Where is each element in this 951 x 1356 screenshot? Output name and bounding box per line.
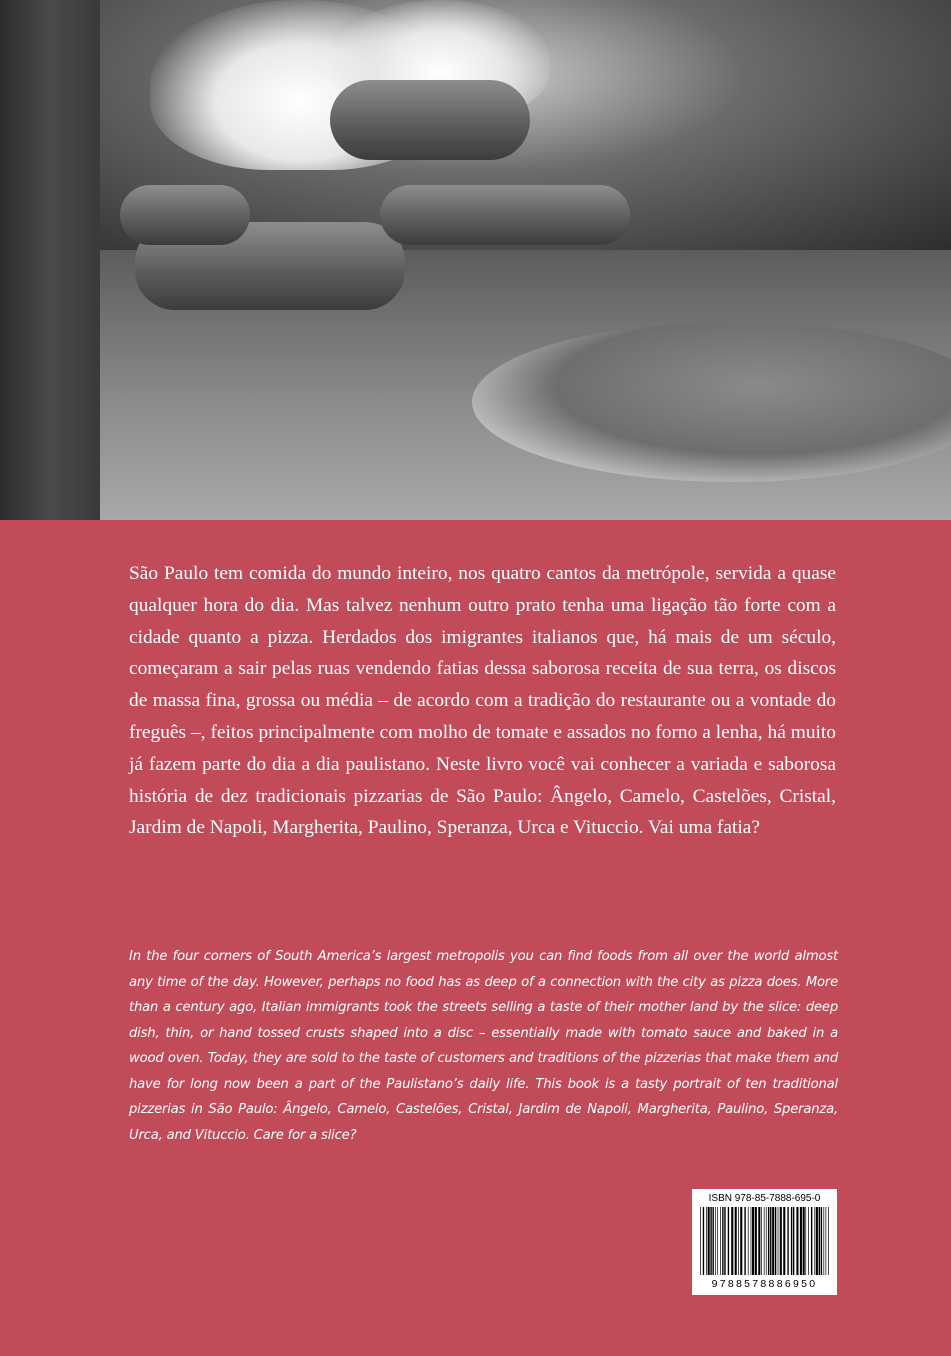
firewood-log <box>330 80 530 160</box>
barcode-bar <box>823 1207 824 1275</box>
barcode-bar <box>775 1207 776 1275</box>
barcode-bar <box>764 1207 765 1275</box>
barcode-bar <box>724 1207 725 1275</box>
barcode-bar <box>703 1207 704 1275</box>
isbn-barcode <box>692 1189 837 1295</box>
barcode-bar <box>758 1207 760 1275</box>
barcode-bar <box>708 1207 710 1275</box>
barcode-bar <box>722 1207 723 1275</box>
barcode-bar <box>755 1207 757 1275</box>
barcode-bar <box>720 1207 721 1275</box>
barcode-bar <box>770 1207 771 1275</box>
cover-photo <box>0 0 951 520</box>
barcode-bar <box>740 1207 742 1275</box>
barcode-bar <box>826 1207 827 1275</box>
oven-pillar <box>0 0 100 520</box>
barcode-bar <box>805 1207 806 1275</box>
barcode-bar <box>715 1207 716 1275</box>
firewood-log <box>120 185 250 245</box>
barcode-bars <box>700 1207 829 1275</box>
barcode-bar <box>783 1207 785 1275</box>
barcode-bar <box>751 1207 752 1275</box>
barcode-bar <box>731 1207 733 1275</box>
barcode-bar <box>791 1207 792 1275</box>
english-blurb: In the four corners of South America’s largest metropolis you can find foods from all over the world almost any time of the day. However, perhaps no food has as deep of a connection with the city as pizza does. More than a century ago, Italian immigrants took the streets selling a taste of their mother land by the slice: deep dish, thin, or hand tossed crusts shaped into a disc – essentially made with tomato sauce and baked in a wood oven. Today, they are sold to the taste of customers and traditions of the pizzerias that make them and have for long now been a part of the Paulistano’s daily life. This book is a tasty portrait of ten traditional pizzerias in São Paulo: Ângelo, Camelo, Castelões, Cristal, Jardim de Napoli, Margherita, Paulino, Speranza, Urca, and Vituccio. Care for a slice? <box>129 949 838 1143</box>
barcode-bar <box>793 1207 794 1275</box>
barcode-bar <box>819 1207 820 1275</box>
barcode-bar <box>744 1207 745 1275</box>
isbn-label: ISBN 978-85-7888-695-0 <box>708 1193 821 1204</box>
barcode-bar <box>735 1207 737 1275</box>
barcode-digits: 9788578886950 <box>711 1278 818 1290</box>
barcode-bar <box>710 1207 711 1275</box>
barcode-bar <box>717 1207 718 1275</box>
barcode-bar <box>808 1207 809 1275</box>
barcode-bar <box>700 1207 701 1275</box>
barcode-bar <box>816 1207 818 1275</box>
barcode-bar <box>768 1207 769 1275</box>
barcode-bar <box>728 1207 729 1275</box>
barcode-bar <box>800 1207 802 1275</box>
barcode-bar <box>811 1207 812 1275</box>
barcode-bar <box>803 1207 805 1275</box>
barcode-bar <box>796 1207 798 1275</box>
barcode-bar <box>821 1207 822 1275</box>
barcode-bar <box>738 1207 739 1275</box>
barcode-bar <box>706 1207 707 1275</box>
portuguese-blurb: São Paulo tem comida do mundo inteiro, nos quatro cantos da metrópole, servida a quase qualquer hora do dia. Mas talvez nenhum outro prato tenha uma ligação tão forte com a cidade quanto a pizza. Herdados dos imigrantes italianos que, há mais de um século, começaram a sair pelas ruas vendendo fatias dessa saborosa receita de sua terra, os discos de massa fina, grossa ou média – de acordo com a tradição do restaurante ou a vontade do freguês –, feitos principalmente com molho de tomate e assados no forno a lenha, há muito já fazem parte do dia a dia paulistano. Neste livro você vai conhecer a variada e saborosa história de dez tradicionais pizzarias de São Paulo: Ângelo, Camelo, Castelões, Cristal, Jardim de Napoli, Margherita, Paulino, Speranza, Urca e Vituccio. Vai uma fatia? <box>129 563 836 839</box>
barcode-bar <box>814 1207 815 1275</box>
barcode-bar <box>778 1207 779 1275</box>
barcode-bar <box>748 1207 749 1275</box>
firewood-log <box>380 185 630 245</box>
barcode-bar <box>772 1207 774 1275</box>
barcode-bar <box>780 1207 782 1275</box>
barcode-bar <box>712 1207 713 1275</box>
barcode-bar <box>766 1207 767 1275</box>
barcode-bar <box>761 1207 762 1275</box>
barcode-bar <box>787 1207 788 1275</box>
barcode-bar <box>752 1207 754 1275</box>
barcode-bar <box>828 1207 829 1275</box>
